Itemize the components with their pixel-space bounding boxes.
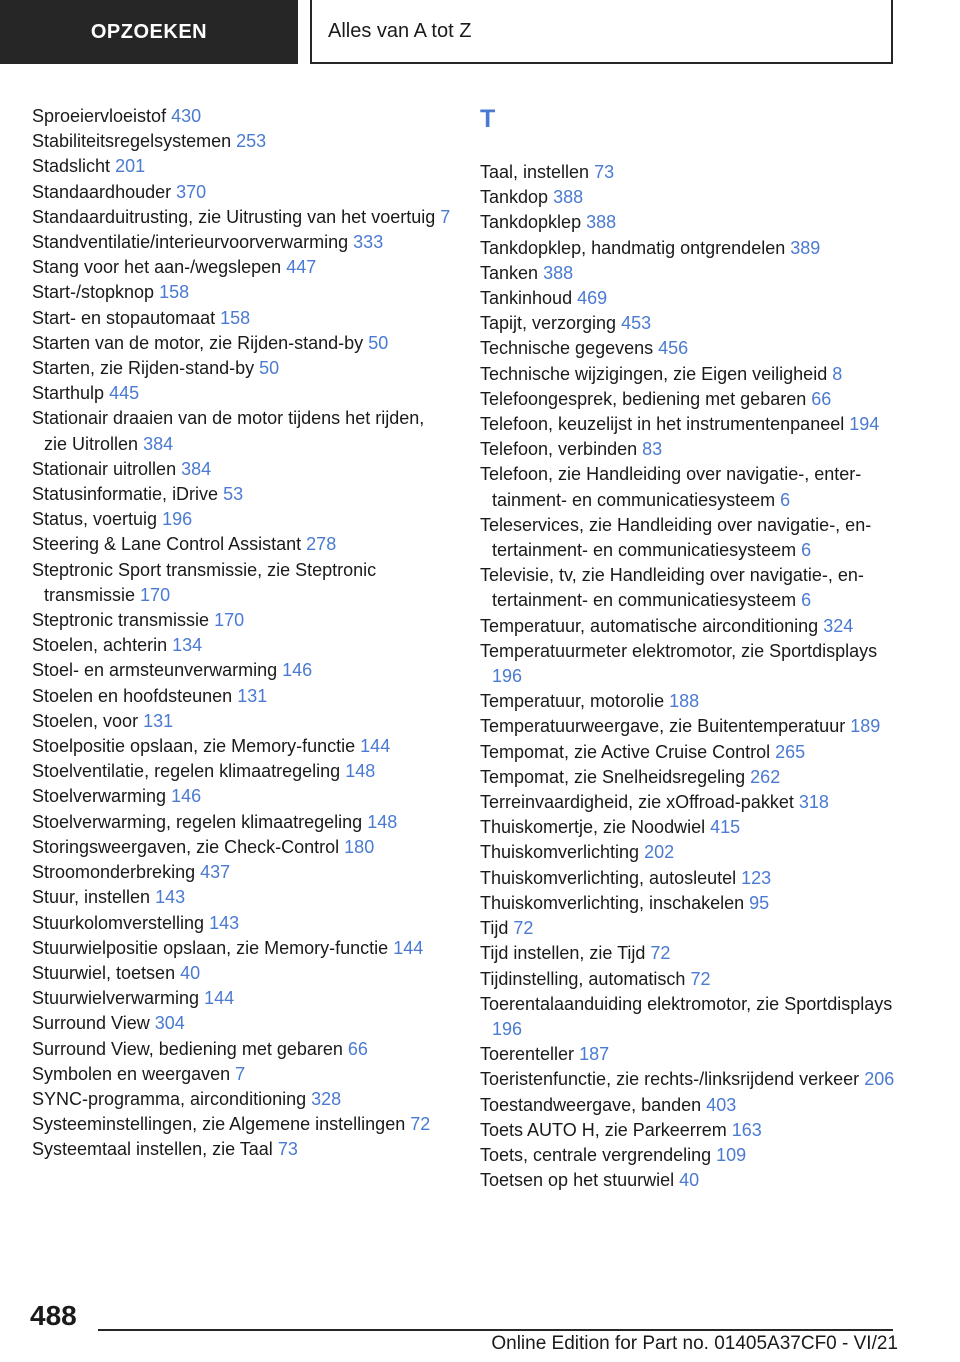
index-entry-text: Tapijt, verzorging — [480, 313, 617, 334]
index-entry — [32, 230, 452, 255]
index-entry — [480, 1093, 900, 1118]
index-entry — [32, 507, 452, 532]
index-entry-text: Standaarduitrusting, zie Uitrusting van het voertuig — [32, 206, 436, 227]
index-entry — [480, 563, 900, 613]
index-entry — [32, 482, 452, 507]
index-entry-page-link[interactable]: 370 — [176, 181, 207, 202]
index-entry-text: Surround View, bediening met gebaren — [32, 1038, 343, 1059]
index-entry-page-link[interactable]: 188 — [669, 691, 700, 712]
index-entry-text: Standventilatie/interieurvoorverwarming — [32, 232, 349, 253]
index-entry-page-link[interactable]: 72 — [690, 968, 711, 989]
index-entry-text: Tempomat, zie Snelheidsregeling — [480, 766, 746, 787]
index-entry-text: Stoelpositie opslaan, zie Memory-functie — [32, 736, 356, 757]
index-entry — [480, 765, 900, 790]
index-entry-page-link[interactable]: 187 — [579, 1044, 610, 1065]
index-entry — [480, 185, 900, 210]
index-entry — [32, 633, 452, 658]
index-entry — [480, 891, 900, 916]
index-entry — [32, 205, 452, 230]
index-entry-text: Temperatuurmeter elektromotor, zie Sportdisplays — [480, 640, 878, 661]
index-entry-page-link[interactable]: 389 — [790, 237, 821, 258]
index-column-right — [480, 104, 900, 1193]
index-entry — [480, 387, 900, 412]
index-entry-text: Storingsweergaven, zie Check-Control — [32, 836, 340, 857]
index-entry-page-link[interactable]: 403 — [706, 1094, 737, 1115]
index-entry-page-link[interactable]: 437 — [200, 862, 231, 883]
index-entry-page-link[interactable]: 265 — [775, 741, 806, 762]
index-entry-page-link[interactable]: 253 — [236, 131, 267, 152]
index-entry-text: SYNC-programma, airconditioning — [32, 1088, 307, 1109]
index-entry-text: Toetsen op het stuurwiel — [480, 1170, 675, 1191]
index-entry-page-link[interactable]: 143 — [155, 887, 186, 908]
index-entry — [480, 1143, 900, 1168]
index-entry-page-link[interactable]: 447 — [286, 257, 317, 278]
index-entry — [480, 941, 900, 966]
index-entry-text: Stoel- en armsteunverwarming — [32, 660, 278, 681]
index-entry-page-link[interactable]: 72 — [410, 1114, 431, 1135]
index-entry — [32, 1037, 452, 1062]
index-entry — [480, 362, 900, 387]
index-entry-text: Steering & Lane Control Assistant — [32, 534, 302, 555]
index-entry — [32, 709, 452, 734]
index-entry-page-link[interactable]: 445 — [109, 383, 140, 404]
index-entry-text: Statusinformatie, iDrive — [32, 484, 219, 505]
index-entry-text: Sproeiervloeistof — [32, 106, 167, 126]
index-entry-page-link[interactable]: 324 — [823, 615, 854, 636]
index-entry-text: Stuurwielpositie opslaan, zie Memory-functie — [32, 937, 389, 958]
index-entry — [32, 406, 452, 456]
index-entry-page-link[interactable]: 50 — [368, 332, 389, 353]
index-entry-page-link[interactable]: 469 — [577, 288, 608, 309]
index-entry-page-link[interactable]: 83 — [642, 439, 663, 460]
index-entry-text: Stuurwielverwarming — [32, 988, 200, 1009]
section-letter: T — [480, 105, 496, 133]
index-entry-text: Stoelen, voor — [32, 710, 139, 731]
index-entry — [32, 306, 452, 331]
index-entry — [32, 936, 452, 961]
index-entry — [480, 740, 900, 765]
index-entry — [32, 356, 452, 381]
index-entry-text: Stoelen, achterin — [32, 635, 168, 656]
index-entry-text: Surround View — [32, 1013, 150, 1034]
index-entry-page-link[interactable]: 384 — [181, 458, 212, 479]
index-entry — [480, 967, 900, 992]
index-entry-text: Steptronic transmissie — [32, 610, 210, 631]
index-entry-page-link[interactable]: 8 — [832, 363, 843, 384]
index-entry-page-link[interactable]: 144 — [204, 988, 235, 1009]
index-entry — [32, 1062, 452, 1087]
index-entry — [480, 462, 900, 512]
index-entry-text: Temperatuur, motorolie — [480, 691, 665, 712]
index-entry-text: Stoelen en hoofdsteunen — [32, 685, 233, 706]
index-entry — [32, 280, 452, 305]
index-entry-text: Televisie, tv, zie Handleiding over navigatie-, entertainment- en communicatiesysteem — [480, 565, 864, 611]
index-entry-page-link[interactable]: 72 — [513, 918, 534, 939]
index-entry-page-link[interactable]: 148 — [367, 811, 398, 832]
index-entry-page-link[interactable]: 430 — [171, 106, 202, 126]
index-entry — [480, 1168, 900, 1193]
index-entry — [32, 885, 452, 910]
index-entry-page-link[interactable]: 73 — [277, 1139, 298, 1160]
index-entry-text: Symbolen en weergaven — [32, 1063, 231, 1084]
index-entry-page-link[interactable]: 66 — [347, 1038, 368, 1059]
index-entry-text: Temperatuurweergave, zie Buitentemperatuur — [480, 716, 846, 737]
index-entry — [32, 684, 452, 709]
header-section-tab — [0, 0, 298, 64]
index-entry — [480, 790, 900, 815]
index-entry-text: Technische wijzigingen, zie Eigen veiligheid — [480, 363, 828, 384]
index-entry-page-link[interactable]: 388 — [543, 262, 574, 283]
index-entry-text: Systeemtaal instellen, zie Taal — [32, 1139, 273, 1160]
index-entry-text: Tijdinstelling, automatisch — [480, 968, 686, 989]
index-entry-text: Toerenteller — [480, 1044, 575, 1065]
index-entry-page-link[interactable]: 131 — [143, 710, 174, 731]
index-entry-page-link[interactable]: 146 — [171, 786, 202, 807]
index-entry-text: Stoelventilatie, regelen klimaatregeling — [32, 761, 341, 782]
index-entry-page-link[interactable]: 202 — [644, 842, 675, 863]
index-column-left — [32, 104, 452, 1163]
index-entry-page-link[interactable]: 109 — [716, 1144, 747, 1165]
index-entry-page-link[interactable]: 262 — [750, 766, 781, 787]
index-entry — [32, 532, 452, 557]
index-entry — [480, 614, 900, 639]
index-entry-text: Stang voor het aan-/wegslepen — [32, 257, 282, 278]
index-entry-text: Systeeminstellingen, zie Algemene instellingen — [32, 1114, 406, 1135]
index-entry-text: Thuiskomertje, zie Noodwiel — [480, 817, 706, 838]
index-entry-text: Stationair uitrollen — [32, 458, 177, 479]
header-title-box — [310, 0, 893, 64]
index-entry — [32, 986, 452, 1011]
index-entry — [480, 236, 900, 261]
index-entry-text: Starten van de motor, zie Rijden-stand-by — [32, 332, 364, 353]
index-entry-text: Tankinhoud — [480, 288, 573, 309]
index-entry — [480, 160, 900, 185]
index-entry — [32, 154, 452, 179]
index-entry-page-link[interactable]: 146 — [282, 660, 313, 681]
index-entry-text: Telefoongesprek, bediening met gebaren — [480, 388, 807, 409]
index-entry-text: Thuiskomverlichting, inschakelen — [480, 892, 745, 913]
index-entry-page-link[interactable]: 388 — [553, 187, 584, 208]
index-entry-text: Steptronic Sport transmissie, zie Steptronic transmissie — [32, 559, 377, 605]
index-entry-page-link[interactable]: 189 — [850, 716, 881, 737]
index-entry — [32, 1137, 452, 1162]
index-entry-text: Stuurkolomverstelling — [32, 912, 205, 933]
index-entry — [32, 835, 452, 860]
index-entry-page-link[interactable]: 158 — [159, 282, 190, 303]
index-entry-page-link[interactable]: 333 — [353, 232, 384, 253]
index-entry-page-link[interactable]: 40 — [679, 1170, 700, 1191]
index-entry — [480, 992, 900, 1042]
index-entries-right — [480, 160, 900, 1193]
index-entry-text: Toerentalaanduiding elektromotor, zie Sportdisplays — [480, 993, 893, 1014]
index-entry-page-link[interactable]: 278 — [306, 534, 337, 555]
index-entry-text: Stroomonderbreking — [32, 862, 196, 883]
index-entry-page-link[interactable]: 66 — [811, 388, 832, 409]
index-entry-text: Thuiskomverlichting — [480, 842, 640, 863]
index-entry — [480, 1042, 900, 1067]
index-entry-page-link[interactable]: 95 — [749, 892, 770, 913]
index-entry-page-link[interactable]: 384 — [143, 433, 174, 454]
index-entry — [32, 180, 452, 205]
index-entry-text: Start- en stopautomaat — [32, 307, 216, 328]
index-entry-text: Toeristenfunctie, zie rechts-/linksrijdend verkeer — [480, 1069, 860, 1090]
index-entry-page-link[interactable]: 180 — [344, 836, 375, 857]
index-entry-text: Tanken — [480, 262, 539, 283]
index-entry-text: Teleservices, zie Handleiding over navigatie-, entertainment- en communicatiesysteem — [480, 514, 872, 561]
index-entry — [480, 513, 900, 563]
index-entry-page-link[interactable]: 6 — [780, 489, 791, 510]
index-entry-page-link[interactable]: 144 — [360, 736, 391, 757]
index-entry — [32, 558, 452, 608]
index-entry-text: Telefoon, keuzelijst in het instrumentenpaneel — [480, 414, 845, 435]
index-entry-page-link[interactable]: 328 — [311, 1088, 342, 1109]
index-entry-text: Stadslicht — [32, 156, 111, 177]
index-entry-text: Toets, centrale vergrendeling — [480, 1144, 712, 1165]
index-entry — [32, 784, 452, 809]
index-entry — [480, 437, 900, 462]
index-entry — [32, 734, 452, 759]
index-entry-text: Telefoon, zie Handleiding over navigatie-, entertainment- en communicatiesysteem — [480, 464, 862, 510]
footer-divider — [98, 1329, 893, 1331]
index-entry-page-link[interactable]: 201 — [115, 156, 146, 177]
index-entry-text: Taal, instellen — [480, 162, 590, 182]
index-entry — [480, 916, 900, 941]
index-entry — [480, 210, 900, 235]
index-entry-page-link[interactable]: 453 — [621, 313, 652, 334]
index-entry — [480, 866, 900, 891]
index-entry — [480, 311, 900, 336]
index-entry-text: Tijd — [480, 918, 509, 939]
index-entry-text: Stoelverwarming, regelen klimaatregeling — [32, 811, 363, 832]
index-entry-text: Standaardhouder — [32, 181, 172, 202]
index-entry — [32, 255, 452, 280]
index-entry-text: Start-/stopknop — [32, 282, 155, 303]
index-entry-page-link[interactable]: 131 — [237, 685, 268, 706]
index-entry-text: Terreinvaardigheid, zie xOffroad-pakket — [480, 792, 794, 813]
index-entry-page-link[interactable]: 196 — [492, 1018, 523, 1039]
index-entry — [32, 1112, 452, 1137]
index-entry — [480, 286, 900, 311]
header-tab-label: OPZOEKEN — [90, 20, 208, 43]
index-entry — [480, 1067, 900, 1092]
index-entry — [480, 261, 900, 286]
index-entry-text: Stuurwiel, toetsen — [32, 962, 176, 983]
index-entry — [32, 1087, 452, 1112]
index-entry — [480, 1118, 900, 1143]
index-entry — [32, 331, 452, 356]
page-title: Alles van A tot Z — [328, 19, 472, 42]
index-entry-text: Temperatuur, automatische airconditioning — [480, 615, 819, 636]
index-entry-text: Toets AUTO H, zie Parkeerrem — [480, 1119, 727, 1140]
index-entry-page-link[interactable]: 144 — [393, 937, 424, 958]
index-entry-page-link[interactable]: 123 — [741, 867, 772, 888]
index-entry — [32, 961, 452, 986]
index-entry — [32, 104, 452, 129]
index-entry — [480, 840, 900, 865]
index-entry-page-link[interactable]: 134 — [172, 635, 203, 656]
index-entry-page-link[interactable]: 388 — [586, 212, 617, 233]
index-entry-text: Thuiskomverlichting, autosleutel — [480, 867, 737, 888]
index-entry-text: Tijd instellen, zie Tijd — [480, 943, 646, 964]
index-entry-page-link[interactable]: 143 — [209, 912, 240, 933]
index-entry-text: Status, voertuig — [32, 509, 158, 530]
index-entry-page-link[interactable]: 158 — [220, 307, 251, 328]
edition-footer: Online Edition for Part no. 01405A37CF0 - VI/21 — [491, 1333, 898, 1354]
index-entry — [32, 129, 452, 154]
index-entry-page-link[interactable]: 40 — [180, 962, 201, 983]
index-entry-page-link[interactable]: 72 — [650, 943, 671, 964]
index-entry-page-link[interactable]: 170 — [140, 584, 171, 605]
index-entry — [32, 658, 452, 683]
index-entry-text: Stationair draaien van de motor tijdens het rijden, zie Uitrollen — [32, 408, 425, 454]
page-number: 488 — [30, 1300, 77, 1331]
index-entry-text: Toestandweergave, banden — [480, 1094, 702, 1115]
index-entry — [480, 689, 900, 714]
index-entry-page-link[interactable]: 194 — [849, 414, 880, 435]
index-entry-text: Stabiliteitsregelsystemen — [32, 131, 232, 152]
index-entry-text: Tankdopklep — [480, 212, 582, 233]
index-entry-page-link[interactable]: 50 — [259, 358, 280, 379]
index-entry — [32, 457, 452, 482]
index-entry — [32, 608, 452, 633]
index-entry-page-link[interactable]: 318 — [798, 792, 829, 813]
index-entry-page-link[interactable]: 7 — [235, 1063, 246, 1084]
index-entry — [480, 714, 900, 739]
index-entry-page-link[interactable]: 196 — [162, 509, 193, 530]
index-entry-page-link[interactable]: 148 — [345, 761, 376, 782]
index-entry — [480, 639, 900, 689]
index-entry — [32, 1011, 452, 1036]
index-entry — [32, 759, 452, 784]
index-entry-page-link[interactable]: 7 — [440, 206, 451, 227]
index-entry-text: Starten, zie Rijden-stand-by — [32, 358, 255, 379]
index-entry-text: Tempomat, zie Active Cruise Control — [480, 741, 771, 762]
index-entry — [32, 810, 452, 835]
index-entry-text: Telefoon, verbinden — [480, 439, 638, 460]
index-entry — [32, 381, 452, 406]
index-entry-text: Tankdopklep, handmatig ontgrendelen — [480, 237, 786, 258]
index-entry-page-link[interactable]: 415 — [710, 817, 741, 838]
index-entry-page-link[interactable]: 206 — [864, 1069, 895, 1090]
index-entry — [480, 412, 900, 437]
index-entry-page-link[interactable]: 196 — [492, 666, 523, 687]
index-entry-page-link[interactable]: 170 — [214, 610, 245, 631]
index-entry-page-link[interactable]: 163 — [731, 1119, 762, 1140]
index-entry — [32, 911, 452, 936]
index-entry-text: Technische gegevens — [480, 338, 654, 359]
index-entry-page-link[interactable]: 304 — [154, 1013, 185, 1034]
index-entry-text: Tankdop — [480, 187, 549, 208]
index-entry-text: Starthulp — [32, 383, 105, 404]
index-entry-page-link[interactable]: 6 — [801, 540, 812, 561]
index-entry-page-link[interactable]: 6 — [801, 590, 812, 611]
index-entry-text: Stoelverwarming — [32, 786, 167, 807]
index-entry — [480, 815, 900, 840]
index-entry — [480, 336, 900, 361]
index-entry-page-link[interactable]: 73 — [594, 162, 615, 182]
index-entry-page-link[interactable]: 456 — [658, 338, 689, 359]
index-entry-text: Stuur, instellen — [32, 887, 151, 908]
index-entry-page-link[interactable]: 53 — [223, 484, 244, 505]
index-entry — [32, 860, 452, 885]
